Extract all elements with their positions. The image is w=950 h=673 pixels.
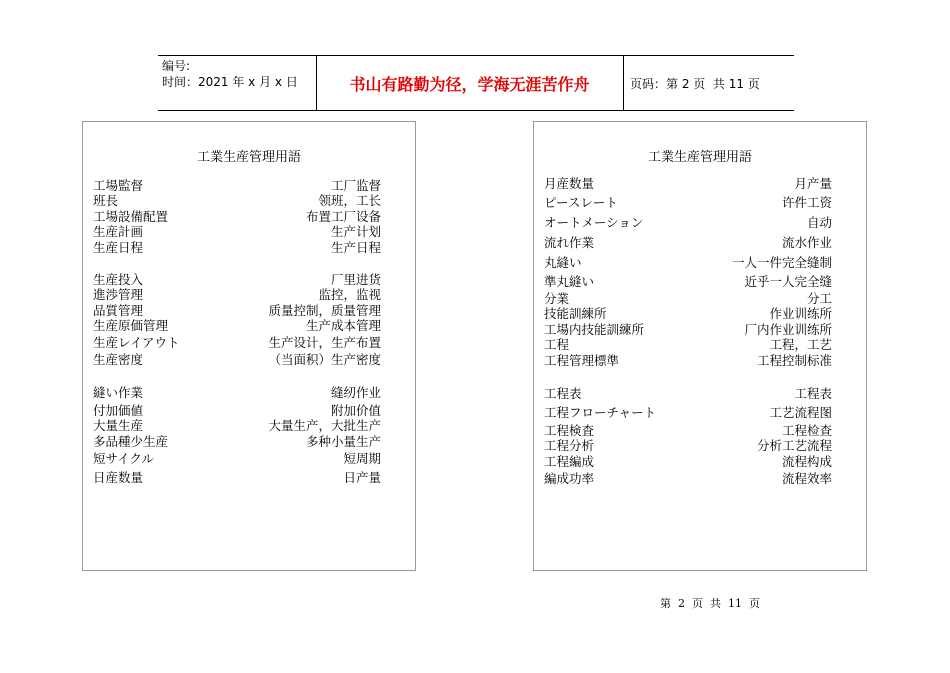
japanese-term: 品質管理 bbox=[93, 303, 144, 318]
term-row bbox=[544, 274, 832, 290]
japanese-term: 生産投入 bbox=[93, 272, 144, 287]
term-row bbox=[544, 235, 832, 251]
term-row bbox=[544, 471, 832, 487]
header-divider bbox=[623, 56, 624, 110]
page-footer: 第 2 页 共 11 页 bbox=[660, 597, 760, 610]
japanese-term: 大量生産 bbox=[93, 418, 144, 433]
chinese-translation: 许件工资 bbox=[781, 195, 832, 210]
chinese-translation: 一人一件完全缝制 bbox=[731, 255, 832, 270]
term-row bbox=[93, 240, 381, 256]
chinese-translation: 工程控制标准 bbox=[756, 353, 832, 368]
term-row bbox=[544, 386, 832, 402]
chinese-translation: 工程表 bbox=[794, 386, 832, 401]
term-row bbox=[93, 470, 381, 486]
chinese-translation: 作业训练所 bbox=[769, 306, 832, 321]
chinese-translation: 自动 bbox=[806, 215, 832, 230]
japanese-term: 短サイクル bbox=[93, 451, 155, 466]
japanese-term: 生産計画 bbox=[93, 224, 144, 239]
japanese-term: 縫い作業 bbox=[93, 385, 144, 400]
japanese-term: 丸縫い bbox=[544, 255, 582, 270]
chinese-translation: 生产日程 bbox=[330, 240, 381, 255]
chinese-translation: 工艺流程图 bbox=[769, 405, 832, 420]
term-row bbox=[544, 195, 832, 211]
term-row bbox=[93, 193, 381, 209]
term-row bbox=[93, 209, 381, 225]
chinese-translation: （当面积）生产密度 bbox=[268, 352, 381, 367]
japanese-term: 編成功率 bbox=[544, 471, 595, 486]
term-row bbox=[93, 403, 381, 419]
chinese-translation: 厂里进货 bbox=[330, 272, 381, 287]
chinese-translation: 分析工艺流程 bbox=[756, 438, 832, 453]
document-header bbox=[158, 55, 794, 111]
japanese-term: 生産日程 bbox=[93, 240, 144, 255]
japanese-term: 工場監督 bbox=[93, 178, 144, 193]
japanese-term: 班長 bbox=[93, 193, 119, 208]
term-row bbox=[93, 335, 381, 351]
japanese-term: 工程編成 bbox=[544, 454, 595, 469]
chinese-translation: 多种小量生产 bbox=[305, 434, 381, 449]
japanese-term: 進渉管理 bbox=[93, 287, 144, 302]
japanese-term: 流れ作業 bbox=[544, 235, 595, 250]
japanese-term: 生産密度 bbox=[93, 352, 144, 367]
japanese-term: 多品種少生産 bbox=[93, 434, 169, 449]
chinese-translation: 近乎一人完全缝 bbox=[744, 274, 832, 289]
chinese-translation: 工程检查 bbox=[781, 423, 832, 438]
chinese-translation: 生产设计，生产布置 bbox=[268, 335, 381, 350]
japanese-term: 工程表 bbox=[544, 386, 582, 401]
japanese-term: オートメーション bbox=[544, 215, 644, 230]
time-label: 时间：2021 年 x 月 x 日 bbox=[162, 75, 298, 89]
term-row bbox=[544, 423, 832, 439]
japanese-term: 工場設備配置 bbox=[93, 209, 169, 224]
japanese-term: 工程検査 bbox=[544, 423, 595, 438]
chinese-translation: 生产成本管理 bbox=[305, 318, 381, 333]
number-label: 编号: bbox=[162, 59, 191, 73]
term-row bbox=[544, 353, 832, 369]
term-row bbox=[544, 337, 832, 353]
term-row bbox=[93, 434, 381, 450]
japanese-term: 付加価値 bbox=[93, 403, 144, 418]
term-row bbox=[544, 405, 832, 421]
chinese-translation: 工厂监督 bbox=[330, 178, 381, 193]
term-row bbox=[544, 255, 832, 271]
term-row bbox=[544, 438, 832, 454]
chinese-translation: 流程构成 bbox=[781, 454, 832, 469]
panel-title: 工業生産管理用語 bbox=[647, 150, 752, 165]
japanese-term: 工程分析 bbox=[544, 438, 595, 453]
term-row bbox=[93, 352, 381, 368]
header-meta bbox=[162, 58, 298, 90]
chinese-translation: 月产量 bbox=[794, 176, 832, 191]
term-row bbox=[93, 272, 381, 288]
chinese-translation: 流水作业 bbox=[781, 235, 832, 250]
chinese-translation: 分工 bbox=[806, 291, 832, 306]
term-row bbox=[93, 385, 381, 401]
japanese-term: 工程管理標準 bbox=[544, 353, 620, 368]
japanese-term: 月産数量 bbox=[544, 176, 595, 191]
left-term-panel bbox=[82, 121, 416, 571]
japanese-term: 生産レイアウト bbox=[93, 335, 180, 350]
chinese-translation: 短周期 bbox=[343, 451, 381, 466]
japanese-term: 分業 bbox=[544, 291, 570, 306]
right-term-panel bbox=[533, 121, 867, 571]
term-row bbox=[544, 306, 832, 322]
term-row bbox=[93, 318, 381, 334]
japanese-term: 準丸縫い bbox=[544, 274, 595, 289]
term-row bbox=[93, 178, 381, 194]
japanese-term: 日産数量 bbox=[93, 470, 144, 485]
term-row bbox=[93, 451, 381, 467]
japanese-term: 工場内技能訓練所 bbox=[544, 322, 645, 337]
chinese-translation: 缝纫作业 bbox=[330, 385, 381, 400]
chinese-translation: 生产计划 bbox=[330, 224, 381, 239]
japanese-term: 技能訓練所 bbox=[544, 306, 607, 321]
japanese-term: 工程 bbox=[544, 337, 570, 352]
chinese-translation: 流程效率 bbox=[781, 471, 832, 486]
header-motto: 书山有路勤为径，学海无涯苦作舟 bbox=[349, 74, 590, 94]
chinese-translation: 附加价值 bbox=[330, 403, 381, 418]
term-row bbox=[544, 176, 832, 192]
term-row bbox=[93, 287, 381, 303]
term-row bbox=[544, 322, 832, 338]
term-row bbox=[93, 303, 381, 319]
panel-title: 工業生産管理用語 bbox=[196, 150, 301, 165]
header-page-info: 页码：第 2 页 共 11 页 bbox=[630, 76, 760, 91]
chinese-translation: 领班，工长 bbox=[318, 193, 381, 208]
japanese-term: 工程フローチャート bbox=[544, 405, 657, 420]
chinese-translation: 布置工厂设备 bbox=[305, 209, 381, 224]
term-row bbox=[544, 215, 832, 231]
term-row bbox=[93, 418, 381, 434]
japanese-term: ピースレート bbox=[544, 195, 618, 210]
term-row bbox=[544, 454, 832, 470]
chinese-translation: 监控，监视 bbox=[318, 287, 381, 302]
chinese-translation: 工程，工艺 bbox=[769, 337, 832, 352]
chinese-translation: 质量控制，质量管理 bbox=[268, 303, 381, 318]
chinese-translation: 日产量 bbox=[343, 470, 381, 485]
chinese-translation: 厂内作业训练所 bbox=[744, 322, 832, 337]
chinese-translation: 大量生产，大批生产 bbox=[268, 418, 381, 433]
japanese-term: 生産原価管理 bbox=[93, 318, 169, 333]
term-row bbox=[544, 291, 832, 307]
term-row bbox=[93, 224, 381, 240]
